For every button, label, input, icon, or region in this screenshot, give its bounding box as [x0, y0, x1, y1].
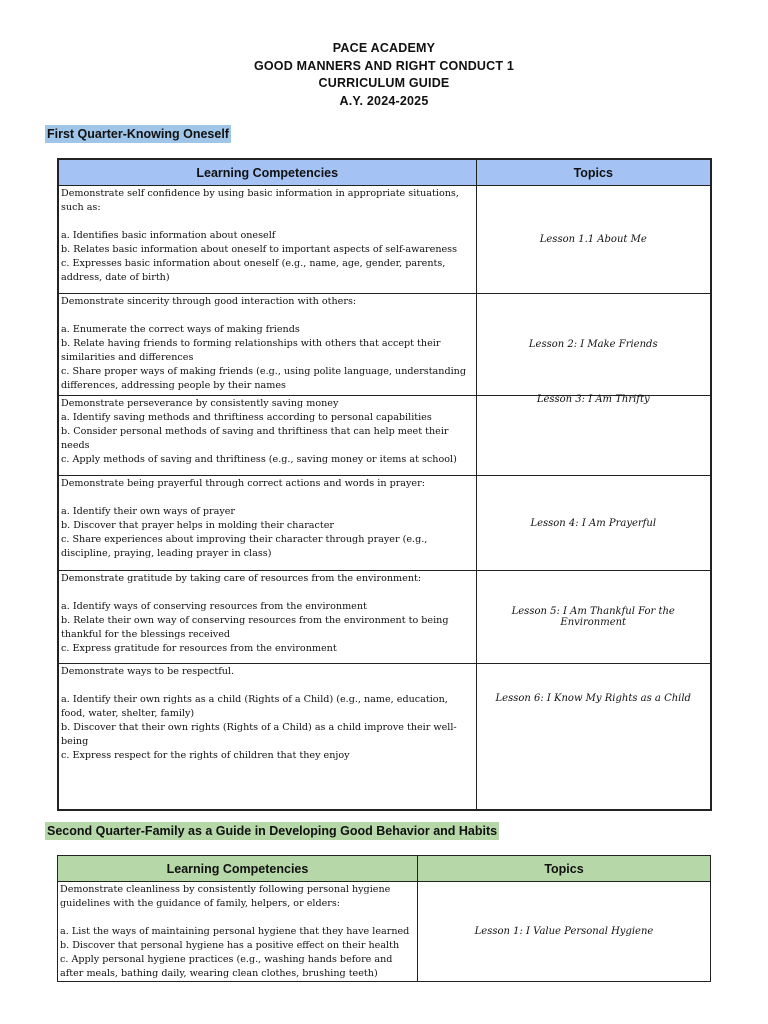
competency-item: a. Identify their own rights as a child (Rights of a Child) (e.g., name, education, food, water, shelter, family) [61, 694, 448, 719]
academic-year: A.Y. 2024-2025 [339, 93, 429, 108]
topic-cell: Lesson 1.1 About Me [476, 186, 711, 294]
competency-item: c. Apply personal hygiene practices (e.g., washing hands before and after meals, bathing daily, wearing clean clothes, brushing teeth) [60, 954, 393, 979]
competency-item: b. Relate having friends to forming relationships with others that accept their similarities and differences [61, 338, 441, 363]
first-quarter-title: First Quarter-Knowing Oneself [47, 127, 229, 141]
competency-item: a. Identify saving methods and thriftiness according to personal capabilities [61, 412, 432, 423]
competency-item: b. Relates basic information about oneself to important aspects of self-awareness [61, 244, 458, 255]
table-header-row [58, 159, 711, 186]
topic-cell: Lesson 5: I Am Thankful For the Environment [476, 571, 711, 664]
competency-item: c. Expresses basic information about oneself (e.g., name, age, gender, parents, address, date of birth) [61, 258, 446, 283]
competency-item: a. Identifies basic information about oneself [61, 230, 276, 241]
table-row [58, 882, 711, 982]
topic-cell: Lesson 4: I Am Prayerful [476, 476, 711, 571]
second-quarter-title: Second Quarter-Family as a Guide in Developing Good Behavior and Habits [47, 824, 498, 838]
competency-item: c. Share experiences about improving their character through prayer (e.g., discipline, praying, leading prayer in class) [61, 534, 428, 559]
competency-cell [58, 882, 418, 982]
competency-item: c. Share proper ways of making friends (e.g., using polite language, understanding differences, addressing people by their names [61, 366, 466, 391]
competency-lead: Demonstrate ways to be respectful. [61, 666, 235, 677]
first-quarter-table [57, 158, 712, 811]
topic-cell [476, 396, 711, 476]
topic-cell [476, 664, 711, 810]
table-row [58, 476, 711, 571]
competency-item: c. Apply methods of saving and thriftiness (e.g., saving money or items at school) [61, 454, 457, 465]
table-row [58, 571, 711, 664]
table-row [58, 186, 711, 294]
competency-lead: Demonstrate gratitude by taking care of resources from the environment: [61, 573, 422, 584]
topic-label: Lesson 6: I Know My Rights as a Child [495, 692, 691, 704]
topic-label: Lesson 3: I Am Thrifty [536, 394, 650, 405]
subject-title: GOOD MANNERS AND RIGHT CONDUCT 1 [253, 58, 515, 73]
document-header [0, 40, 768, 110]
competency-item: b. Relate their own way of conserving resources from the environment to being thankful for the blessings received [61, 615, 449, 640]
competency-item: b. Discover that prayer helps in molding their character [61, 520, 334, 531]
table-header-row [58, 856, 711, 882]
table-row [58, 396, 711, 476]
table-row [58, 664, 711, 810]
competency-item: a. Identify their own ways of prayer [61, 506, 236, 517]
competency-cell [58, 396, 476, 476]
second-quarter-table [57, 855, 711, 982]
table-row [58, 294, 711, 396]
topic-cell: Lesson 1: I Value Personal Hygiene [418, 882, 711, 982]
competency-cell [58, 294, 476, 396]
column-header-topics: Topics [418, 856, 711, 882]
column-header-competencies: Learning Competencies [58, 856, 418, 882]
competency-lead: Demonstrate being prayerful through correct actions and words in prayer: [61, 478, 425, 489]
column-header-topics: Topics [476, 159, 711, 186]
document-type: CURRICULUM GUIDE [318, 76, 450, 90]
school-name: PACE ACADEMY [332, 41, 436, 55]
competency-item: b. Consider personal methods of saving and thriftiness that can help meet their needs [61, 426, 449, 451]
competency-lead: Demonstrate self confidence by using basic information in appropriate situations, such as: [61, 188, 459, 213]
competency-item: c. Express gratitude for resources from the environment [61, 643, 337, 654]
competency-item: a. Enumerate the correct ways of making friends [61, 324, 300, 335]
competency-item: c. Express respect for the rights of children that they enjoy [61, 750, 350, 761]
competency-lead: Demonstrate sincerity through good interaction with others: [61, 296, 357, 307]
competency-cell [58, 186, 476, 294]
competency-cell [58, 664, 476, 810]
competency-lead: Demonstrate perseverance by consistently saving money [61, 398, 339, 409]
competency-item: b. Discover that their own rights (Rights of a Child) as a child improve their well-being [61, 722, 457, 747]
competency-item: a. Identify ways of conserving resources from the environment [61, 601, 367, 612]
competency-cell [58, 571, 476, 664]
competency-item: b. Discover that personal hygiene has a positive effect on their health [60, 940, 400, 951]
competency-cell [58, 476, 476, 571]
competency-lead: Demonstrate cleanliness by consistently following personal hygiene guidelines with the guidance of family, helpers, or elders: [60, 884, 391, 909]
competency-item: a. List the ways of maintaining personal hygiene that they have learned [60, 926, 410, 937]
topic-cell: Lesson 2: I Make Friends [476, 294, 711, 396]
column-header-competencies: Learning Competencies [58, 159, 476, 186]
